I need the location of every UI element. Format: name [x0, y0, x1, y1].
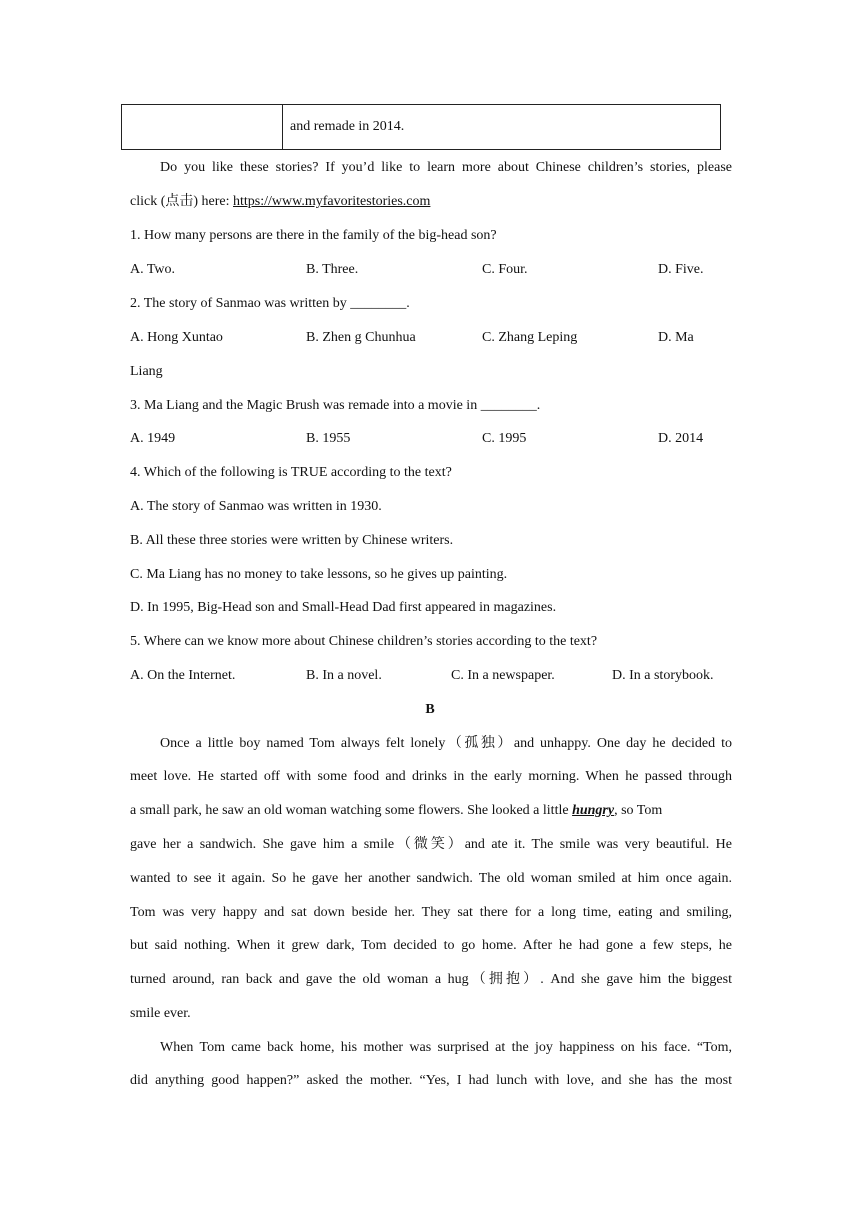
q1-option-a: A. Two. [130, 262, 176, 277]
para1-line-9: smile ever. [130, 1006, 191, 1021]
question-3-stem: 3. Ma Liang and the Magic Brush was remade into a movie in ________. [130, 398, 541, 413]
para1-line-3-start: a small park, he saw an old woman watching some flowers. She looked a little [130, 803, 573, 818]
table-fragment [121, 104, 721, 150]
q3-option-d: D. 2014 [658, 431, 704, 446]
q5-option-d: D. In a storybook. [612, 668, 714, 683]
question-5-stem: 5. Where can we know more about Chinese children’s stories according to the text? [130, 634, 598, 649]
q3-option-b: B. 1955 [306, 431, 351, 446]
question-4-stem: 4. Which of the following is TRUE according to the text? [130, 465, 452, 480]
para1-line-3-end: , so Tom [614, 803, 663, 818]
para1-line-3 [130, 801, 662, 821]
q4-option-b: B. All these three stories were written by Chinese writers. [130, 533, 454, 548]
intro-line-1: Do you like these stories? If you’d like to learn more about Chinese children’s stories, please [160, 160, 732, 175]
para2-line-2: did anything good happen?” asked the mother. “Yes, I had lunch with love, and she has the most [130, 1073, 732, 1088]
question-1-stem: 1. How many persons are there in the family of the big-head son? [130, 228, 497, 243]
para1-line-6: Tom was very happy and sat down beside her. They sat there for a long time, eating and smiling, [130, 905, 732, 920]
q5-option-b: B. In a novel. [306, 668, 382, 683]
q5-option-a: A. On the Internet. [130, 668, 236, 683]
q5-option-c: C. In a newspaper. [451, 668, 555, 683]
stories-link[interactable]: https://www.myfavoritestories.com [233, 194, 431, 209]
table-divider [282, 105, 283, 149]
q3-option-c: C. 1995 [482, 431, 527, 446]
table-cell-text: and remade in 2014. [290, 119, 405, 134]
q1-option-b: B. Three. [306, 262, 359, 277]
para1-line-4: gave her a sandwich. She gave him a smile（微笑）and ate it. The smile was very beautiful. He [130, 837, 732, 852]
q1-option-c: C. Four. [482, 262, 528, 277]
para1-line-2: meet love. He started off with some food and drinks in the early morning. When he passed through [130, 769, 732, 784]
intro-click-text: click (点击) here: [130, 194, 234, 209]
highlighted-word: hungry [572, 803, 615, 818]
para1-line-5: wanted to see it again. So he gave her another sandwich. The old woman smiled at him once again. [130, 871, 732, 886]
q4-option-c: C. Ma Liang has no money to take lessons, so he gives up painting. [130, 567, 508, 582]
para1-line-8: turned around, ran back and gave the old woman a hug（拥抱）. And she gave him the biggest [130, 972, 732, 987]
q1-option-d: D. Five. [658, 262, 704, 277]
para1-line-7: but said nothing. When it grew dark, Tom decided to go home. After he had gone a few steps, he [130, 938, 732, 953]
q2-option-c: C. Zhang Leping [482, 330, 578, 345]
question-2-stem: 2. The story of Sanmao was written by ________. [130, 296, 410, 311]
q4-option-a: A. The story of Sanmao was written in 1930. [130, 499, 382, 514]
intro-line-2 [130, 192, 430, 212]
q2-option-a: A. Hong Xuntao [130, 330, 223, 345]
q2-option-d-wrap: Liang [130, 364, 163, 379]
para2-line-1: When Tom came back home, his mother was surprised at the joy happiness on his face. “Tom, [160, 1040, 732, 1055]
section-b-heading: B [425, 702, 435, 717]
q3-option-a: A. 1949 [130, 431, 176, 446]
q2-option-d: D. Ma [658, 330, 694, 345]
para1-line-1: Once a little boy named Tom always felt lonely（孤独）and unhappy. One day he decided to [160, 736, 732, 751]
q4-option-d: D. In 1995, Big-Head son and Small-Head Dad first appeared in magazines. [130, 600, 557, 615]
q2-option-b: B. Zhen g Chunhua [306, 330, 416, 345]
